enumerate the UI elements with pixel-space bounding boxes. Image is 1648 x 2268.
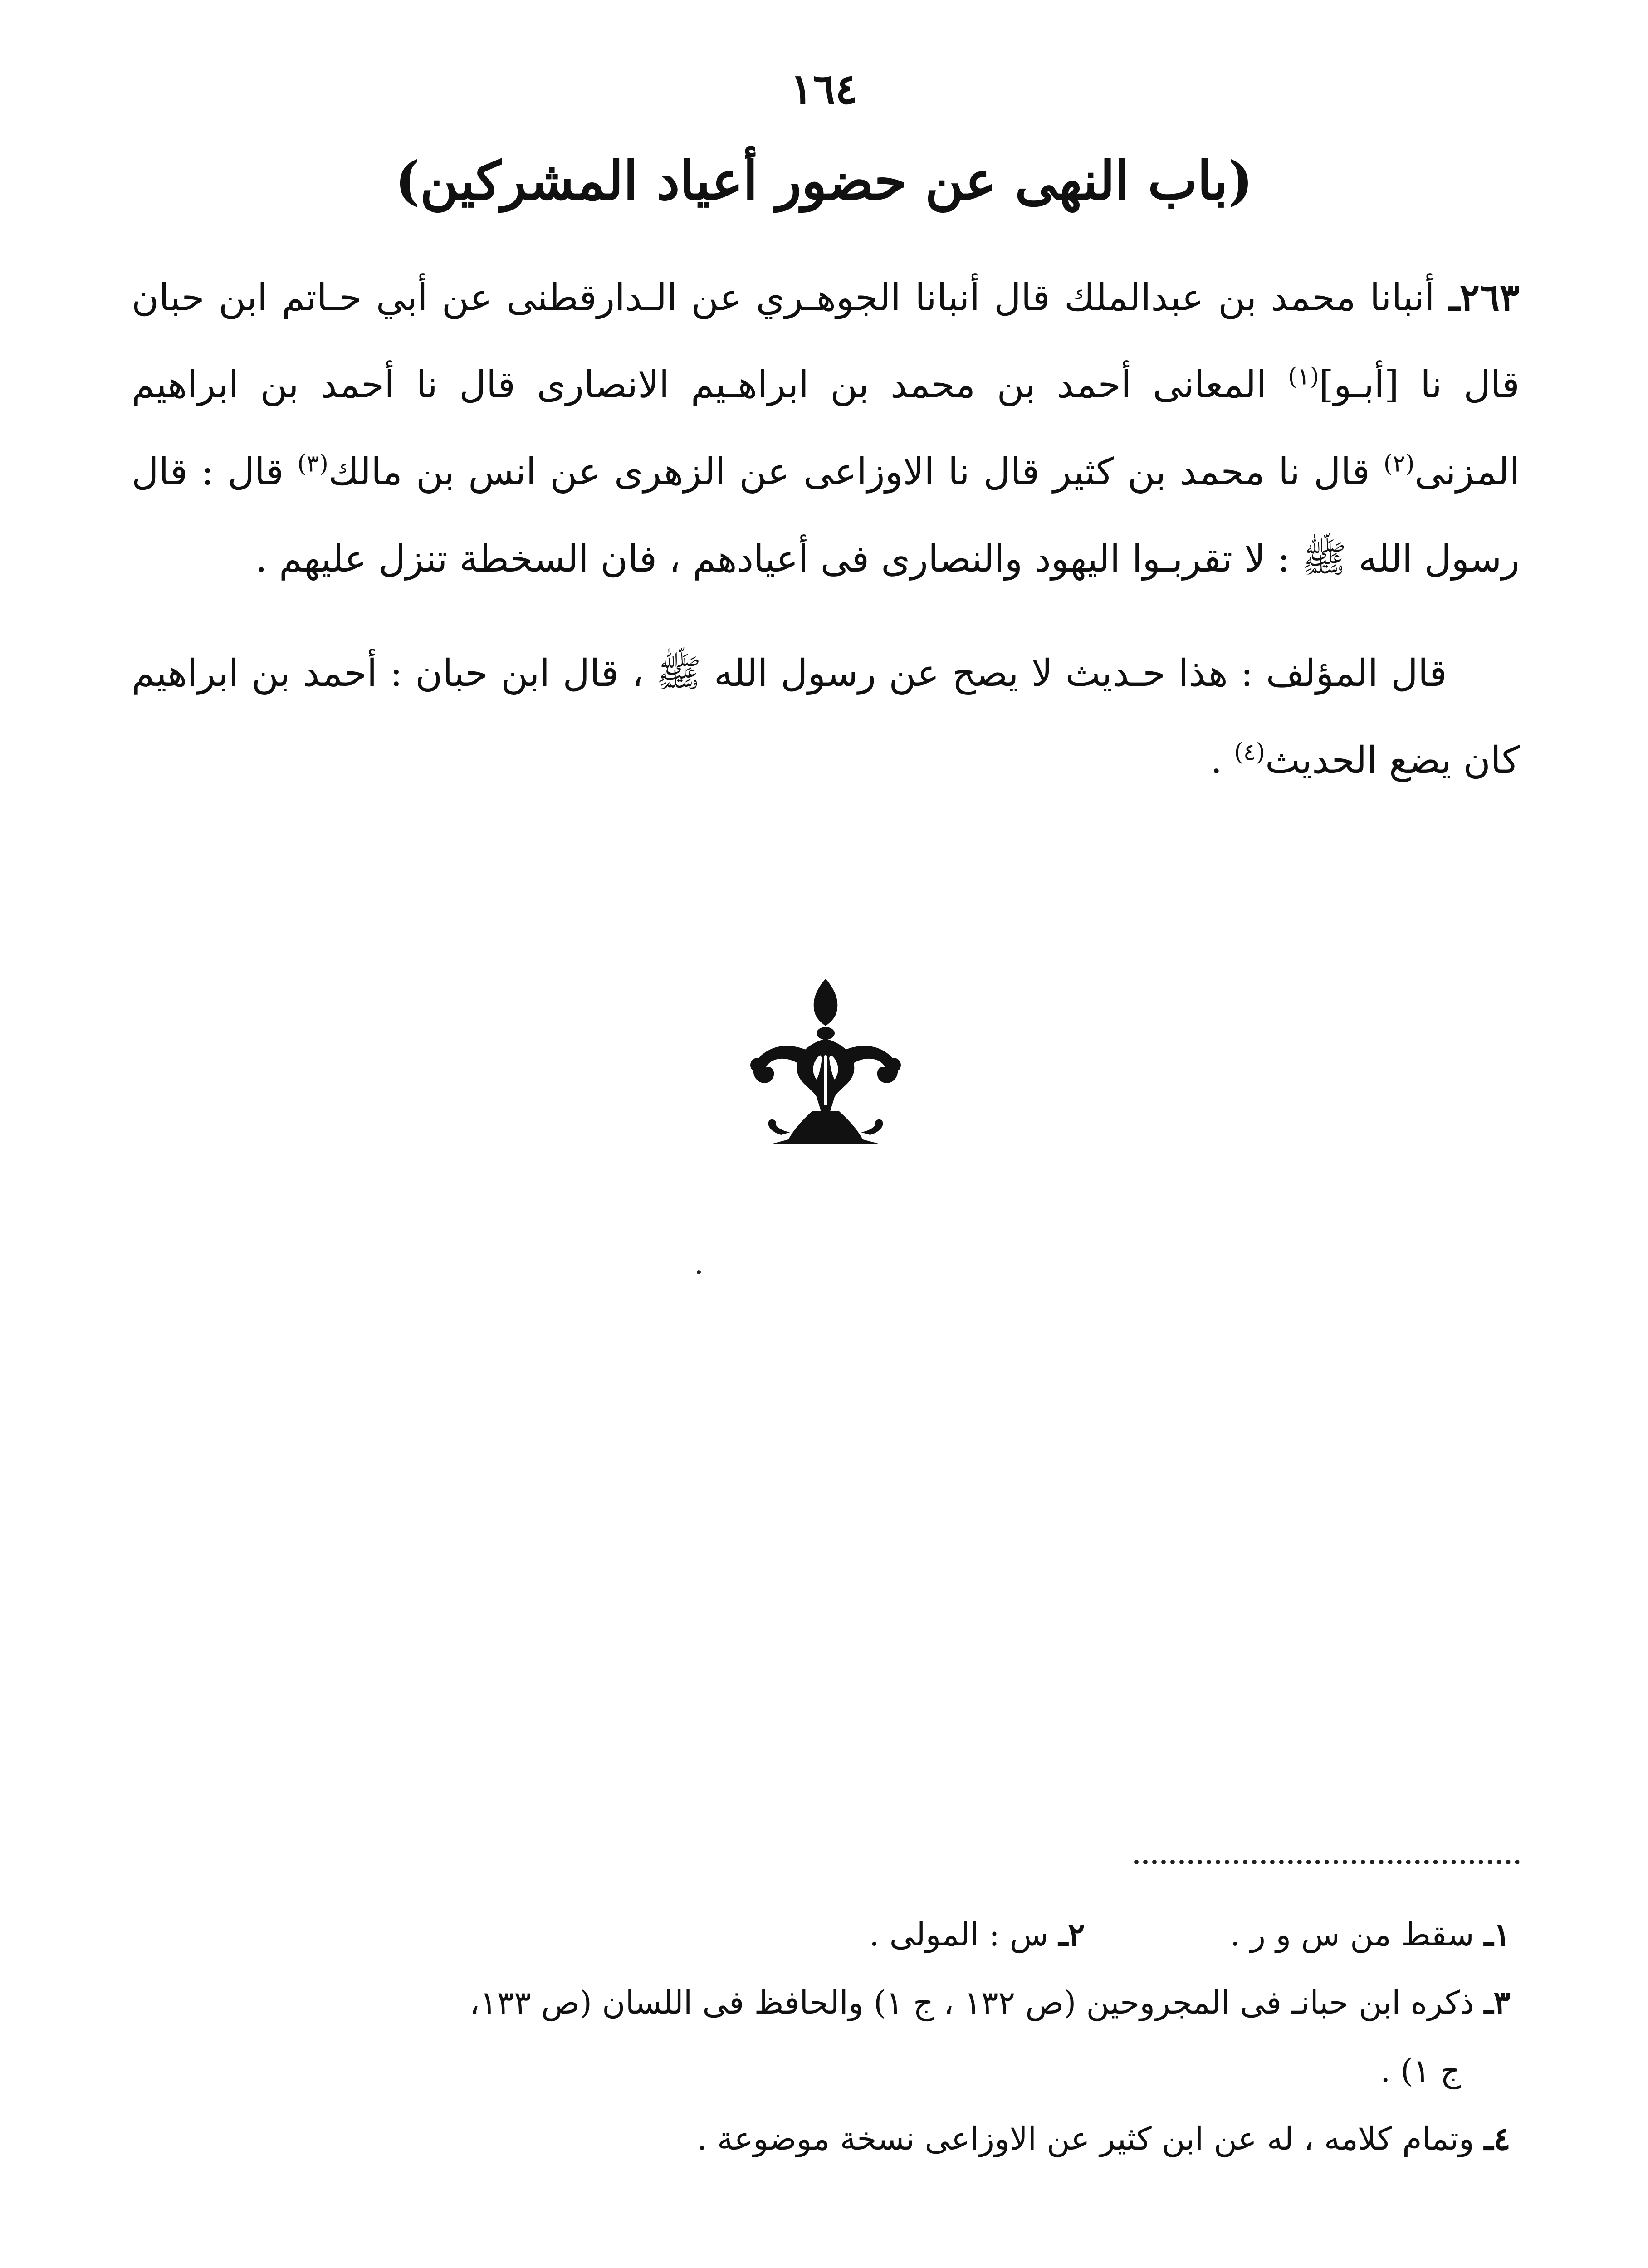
footnote-separator [1134, 1860, 1520, 1864]
hadith-text-part-1: أنبانا محمد بن عبدالملك قال أنبانا الجوهـري عن الـدارقطنى عن أبي حـاتم ابن حبان قال نا [أبـو] [132, 276, 1520, 406]
chapter-title: (باب النهى عن حضور أعياد المشركين) [395, 150, 1253, 212]
footnotes [154, 1901, 1511, 2173]
page-number: ١٦٤ [790, 64, 858, 113]
footnote-1-text: سقط من س و ر . [1230, 1916, 1484, 1953]
footnote-4 [154, 2105, 1511, 2173]
author-note-paragraph [132, 630, 1520, 804]
author-note-text-part-2: . [1210, 739, 1234, 782]
footnote-3 [154, 1969, 1511, 2037]
hadith-text-part-4: قال : قال رسول الله ﷺ : لا تقربـوا اليهود والنصارى فى أعيادهم ، فان السخطة تنزل عليهم . [132, 450, 1520, 581]
footnote-3-number: ٣ـ [1484, 1984, 1511, 2021]
footnote-1-number: ١ـ [1484, 1916, 1511, 1953]
footnote-2 [869, 1901, 1085, 1969]
footnote-ref-2: (٢) [1383, 450, 1415, 478]
author-note-text-part-1: قال المؤلف : هذا حـديث لا يصح عن رسول الله ﷺ ، قال ابن حبان : أحمد بن ابراهيم كان يضع الحديث [132, 652, 1520, 782]
stray-dot [697, 1270, 701, 1274]
footnote-3-continuation: ج ١) . [1380, 2052, 1461, 2089]
fleur-de-lis-icon [744, 975, 907, 1148]
hadith-text-part-2: المعانى أحمد بن محمد بن ابراهـيم الانصارى قال نا أحمد بن ابراهيم المزنى [132, 363, 1520, 494]
footnote-4-text: وتمام كلامه ، له عن ابن كثير عن الاوزاعى نسخة موضوعة . [697, 2120, 1484, 2157]
footnote-3-text: ذكره ابن حبانـ فى المجروحين (ص ١٣٢ ، ج ١) والحافظ فى اللسان (ص ١٣٣، [469, 1984, 1484, 2021]
footnote-ref-3: (٣) [297, 450, 328, 478]
hadith-paragraph [132, 254, 1520, 603]
footnote-2-number: ٢ـ [1058, 1916, 1085, 1953]
main-text [132, 254, 1520, 804]
hadith-number: ٢٦٣ـ [1448, 276, 1520, 319]
footnote-1 [1230, 1901, 1511, 1969]
footnote-row-1-2 [154, 1901, 1511, 1969]
hadith-text-part-3: قال نا محمد بن كثير قال نا الاوزاعى عن الزهرى عن انس بن مالك [328, 450, 1384, 494]
footnote-2-text: س : المولى . [869, 1916, 1059, 1953]
footnote-ref-4: (٤) [1234, 738, 1265, 766]
footnote-4-number: ٤ـ [1484, 2120, 1511, 2157]
footnote-ref-1: (١) [1288, 363, 1319, 391]
